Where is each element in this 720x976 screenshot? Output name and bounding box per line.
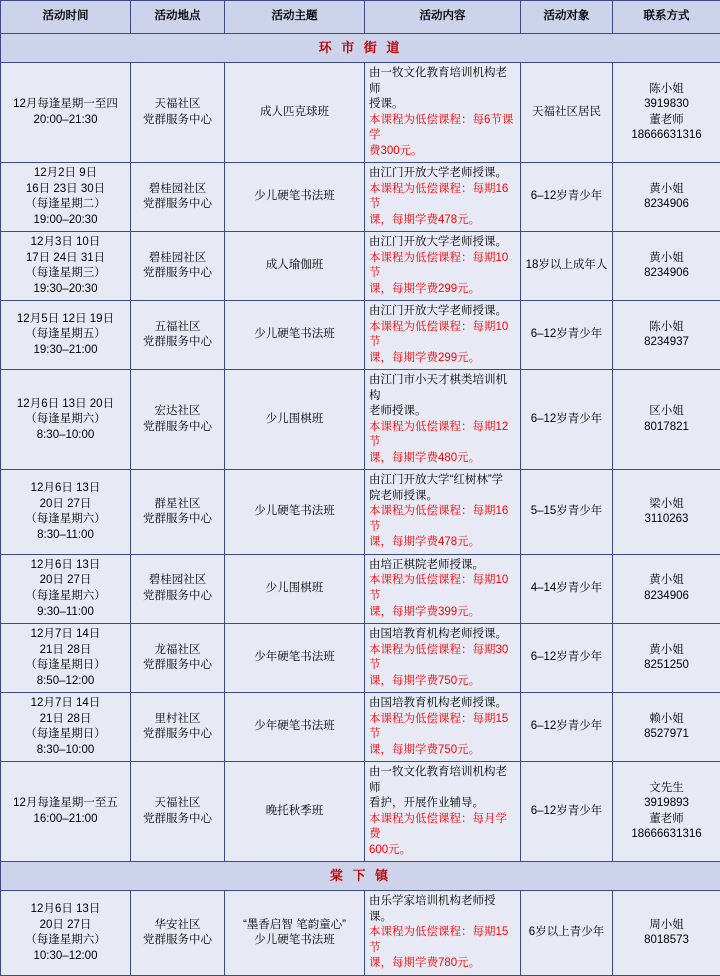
cell-activity-theme: 少儿围棋班 [225,554,365,623]
cell-activity-time: 12月2日 9日 16日 23日 30日 （每逢星期二） 19:00–20:30 [1,163,131,232]
column-header-target: 活动对象 [521,1,613,34]
cell-contact-info: 陈小姐 3919830 董老师 18666631316 [613,63,720,163]
cell-activity-theme: 少儿围棋班 [225,370,365,470]
cell-contact-info: 赖小姐 8527971 [613,693,720,762]
cell-activity-content: 由江门市小天才棋类培训机构 老师授课。 本课程为低偿课程：每期12节 课，每期学费480元。 [365,370,521,470]
cell-activity-place: 五福社区 党群服务中心 [131,301,225,370]
section-header-row [1,862,720,891]
cell-contact-info: 黄小姐 8234906 [613,554,720,623]
cell-activity-content: 由江门开放大学老师授课。 本课程为低偿课程：每期16节 课，每期学费478元。 [365,163,521,232]
cell-activity-place: 碧桂园社区 党群服务中心 [131,554,225,623]
section-title: 棠 下 镇 [1,862,720,891]
table-row [1,301,720,370]
cell-activity-content: 由一牧文化教育培训机构老师 授课。 本课程为低偿课程：每6节课学 费300元。 [365,63,521,163]
table-row [1,370,720,470]
cell-activity-target: 6–12岁青少年 [521,301,613,370]
cell-activity-theme: 晚托秋季班 [225,762,365,862]
cell-activity-theme: 成人匹克球班 [225,63,365,163]
cell-activity-target: 6–12岁青少年 [521,163,613,232]
cell-activity-place: 群星社区 党群服务中心 [131,470,225,555]
cell-contact-info: 陈小姐 8234937 [613,301,720,370]
cell-contact-info: 黄小姐 8234906 [613,232,720,301]
cell-activity-theme: 少儿硬笔书法班 [225,301,365,370]
cell-activity-target: 5–15岁青少年 [521,470,613,555]
cell-activity-time: 12月7日 14日 21日 28日 （每逢星期日） 8:50–12:00 [1,624,131,693]
table-row [1,63,720,163]
cell-activity-time: 12月每逢星期一至四 20:00–21:30 [1,63,131,163]
cell-activity-time: 12月每逢星期一至五 16:00–21:00 [1,762,131,862]
table-row [1,624,720,693]
cell-activity-place: 华安社区 党群服务中心 [131,891,225,976]
table-row [1,232,720,301]
cell-activity-content: 由一牧文化教育培训机构老师 看护，开展作业辅导。 本课程为低偿课程：每月学费 600元。 [365,762,521,862]
cell-activity-time: 12月6日 13日 20日 （每逢星期六） 8:30–10:00 [1,370,131,470]
cell-activity-target: 18岁以上成年人 [521,232,613,301]
cell-contact-info: 周小姐 8018573 [613,891,720,976]
cell-activity-target: 6–12岁青少年 [521,762,613,862]
cell-activity-theme: 少年硬笔书法班 [225,693,365,762]
table-row [1,762,720,862]
cell-activity-place: 天福社区 党群服务中心 [131,63,225,163]
cell-contact-info: 梁小姐 3110263 [613,470,720,555]
cell-activity-time: 12月6日 13日 20日 27日 （每逢星期六） 9:30–11:00 [1,554,131,623]
cell-contact-info: 区小姐 8017821 [613,370,720,470]
column-header-content: 活动内容 [365,1,521,34]
cell-activity-content: 由江门开放大学老师授课。 本课程为低偿课程：每期10节 课，每期学费299元。 [365,232,521,301]
cell-activity-content: 由培正棋院老师授课。 本课程为低偿课程：每期10节 课，每期学费399元。 [365,554,521,623]
table-row [1,891,720,976]
cell-activity-content: 由江门开放大学老师授课。 本课程为低偿课程：每期10节 课，每期学费299元。 [365,301,521,370]
cell-activity-target: 4–14岁青少年 [521,554,613,623]
column-header-time: 活动时间 [1,1,131,34]
section-header-row [1,34,720,63]
table-row [1,693,720,762]
cell-activity-place: 宏达社区 党群服务中心 [131,370,225,470]
column-header-theme: 活动主题 [225,1,365,34]
cell-activity-target: 6–12岁青少年 [521,693,613,762]
cell-contact-info: 黄小姐 8234906 [613,163,720,232]
cell-activity-theme: 少儿硬笔书法班 [225,163,365,232]
cell-activity-target: 6–12岁青少年 [521,624,613,693]
cell-activity-target: 6岁以上青少年 [521,891,613,976]
cell-activity-time: 12月6日 13日 20日 27日 （每逢星期六） 8:30–11:00 [1,470,131,555]
cell-activity-theme: “墨香启智 笔韵童心” 少儿硬笔书法班 [225,891,365,976]
cell-activity-time: 12月7日 14日 21日 28日 （每逢星期日） 8:30–10:00 [1,693,131,762]
column-header-place: 活动地点 [131,1,225,34]
header-row [1,1,720,34]
cell-contact-info: 文先生 3919893 董老师 18666631316 [613,762,720,862]
cell-activity-target: 天福社区居民 [521,63,613,163]
column-header-contact: 联系方式 [613,1,720,34]
cell-activity-content: 由乐学家培训机构老师授课。 本课程为低偿课程：每期15节 课，每期学费780元。 [365,891,521,976]
cell-activity-target: 6–12岁青少年 [521,370,613,470]
cell-activity-place: 天福社区 党群服务中心 [131,762,225,862]
cell-activity-content: 由国培教育机构老师授课。 本课程为低偿课程：每期15节 课，每期学费750元。 [365,693,521,762]
table-body [1,34,720,976]
cell-activity-time: 12月5日 12日 19日 （每逢星期五） 19:30–21:00 [1,301,131,370]
table-row [1,470,720,555]
cell-activity-place: 碧桂园社区 党群服务中心 [131,163,225,232]
table-row [1,554,720,623]
cell-activity-place: 碧桂园社区 党群服务中心 [131,232,225,301]
cell-activity-content: 由国培教育机构老师授课。 本课程为低偿课程：每期30节 课，每期学费750元。 [365,624,521,693]
table-row [1,163,720,232]
cell-activity-time: 12月3日 10日 17日 24日 31日 （每逢星期三） 19:30–20:30 [1,232,131,301]
section-title: 环 市 街 道 [1,34,720,63]
cell-activity-content: 由江门开放大学“红树林”学 院老师授课。 本课程为低偿课程：每期16节 课，每期学费478元。 [365,470,521,555]
cell-contact-info: 黄小姐 8251250 [613,624,720,693]
cell-activity-theme: 成人瑜伽班 [225,232,365,301]
cell-activity-place: 龙福社区 党群服务中心 [131,624,225,693]
cell-activity-place: 里村社区 党群服务中心 [131,693,225,762]
table-header [1,1,720,34]
cell-activity-theme: 少儿硬笔书法班 [225,470,365,555]
cell-activity-time: 12月6日 13日 20日 27日 （每逢星期六） 10:30–12:00 [1,891,131,976]
cell-activity-theme: 少年硬笔书法班 [225,624,365,693]
